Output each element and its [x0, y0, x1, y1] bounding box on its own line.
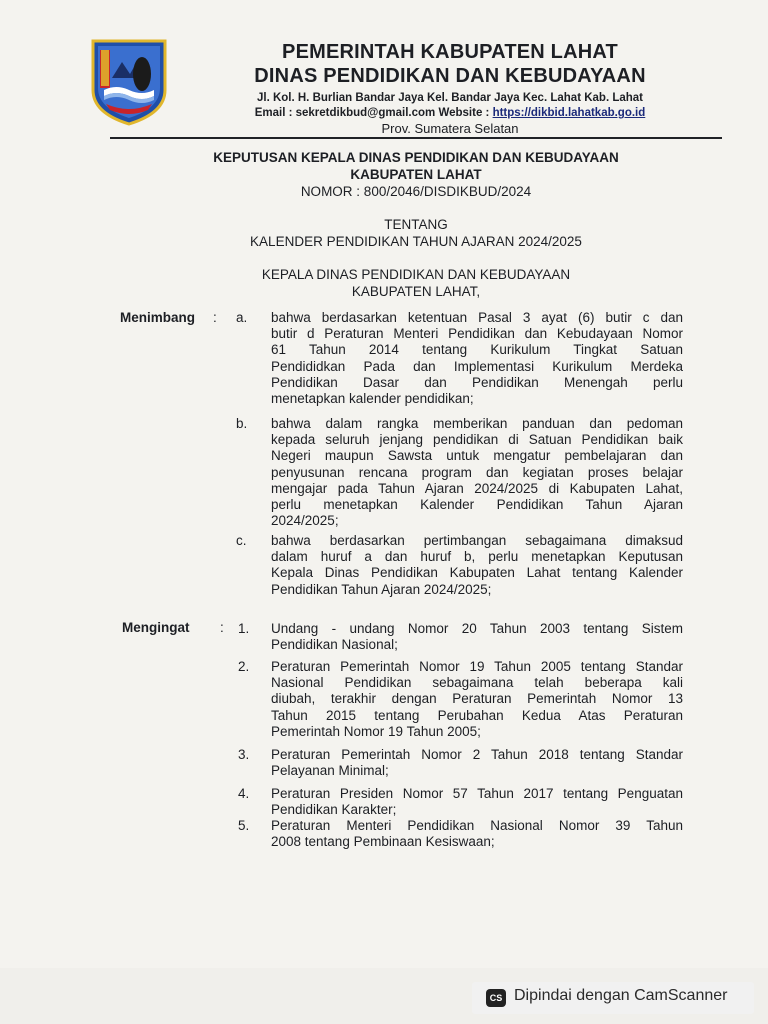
menimbang-c-line: Pendidikan Tahun Ajaran 2024/2025; — [271, 581, 492, 597]
decree-title-line1: KEPUTUSAN KEPALA DINAS PENDIDIKAN DAN KEBUDAYAAN — [213, 150, 619, 165]
mengingat-5-line: 2008 tentang Pembinaan Kesiswaan; — [271, 834, 495, 850]
mengingat-item-1 — [271, 621, 683, 653]
mengingat-2-line: Tahun 2015 tentang Perubahan Kedua Atas Peraturan — [271, 707, 683, 723]
tentang-heading: TENTANG — [384, 217, 448, 232]
mengingat-3-line: Pelayanan Minimal; — [271, 763, 389, 779]
menimbang-a-line: 61 Tahun 2014 tentang Kurikulum Tingkat Satuan — [271, 342, 683, 358]
menimbang-a-line: Pendididkan Pada dan Implementasi Kurikulum Merdeka — [271, 358, 683, 374]
letterhead-divider — [110, 137, 722, 139]
menimbang-item-c — [271, 533, 683, 598]
menimbang-b-line: kepada seluruh jenjang pendidikan di Satuan Pendidikan baik — [271, 432, 683, 448]
menimbang-item-a — [271, 310, 683, 407]
menimbang-b-line: mengajar pada Tahun Ajaran 2024/2025 di Kabupaten Lahat, — [271, 480, 683, 496]
mengingat-item-2 — [271, 659, 683, 740]
menimbang-a-line: butir d Peraturan Menteri Pendidikan dan Kebudayaan Nomor — [271, 326, 683, 342]
mengingat-item-3 — [271, 747, 683, 779]
decree-title-line2: KABUPATEN LAHAT — [350, 167, 482, 182]
menimbang-b-line: bahwa dalam rangka memberikan panduan dan pedoman — [271, 416, 683, 431]
mengingat-item-4 — [271, 786, 683, 818]
mengingat-1-line: Pendidikan Nasional; — [271, 637, 398, 653]
agency-address: Jl. Kol. H. Burlian Bandar Jaya Kel. Bandar Jaya Kec. Lahat Kab. Lahat — [256, 92, 643, 104]
agency-contact — [180, 106, 720, 121]
menimbang-c-line: Kepala Dinas Pendidikan Kabupaten Lahat tentang Kalender — [271, 565, 683, 581]
mengingat-4-line: Pendidikan Karakter; — [271, 802, 397, 818]
mengingat-marker-4: 4. — [238, 786, 250, 801]
mengingat-2-line: diubah, terakhir dengan Peraturan Pemerintah Nomor 13 — [271, 691, 683, 707]
mengingat-marker-2: 2. — [238, 659, 250, 674]
agency-name: DINAS PENDIDIKAN DAN KEBUDAYAAN — [254, 65, 646, 87]
decree-subject: KALENDER PENDIDIKAN TAHUN AJARAN 2024/2025 — [250, 234, 582, 249]
menimbang-a-line: bahwa berdasarkan ketentuan Pasal 3 ayat (6) butir c dan — [271, 310, 683, 325]
mengingat-label: Mengingat — [122, 620, 190, 635]
mengingat-1-line: Undang - undang Nomor 20 Tahun 2003 tentang Sistem — [271, 621, 683, 636]
mengingat-marker-5: 5. — [238, 818, 250, 833]
menimbang-a-line: Pendidikan Dasar dan Pendidikan Menengah perlu — [271, 374, 683, 390]
menimbang-b-line: penyusunan rencana program dan kegiatan proses belajar — [271, 464, 683, 480]
menimbang-b-line: perlu menetapkan Kalender Pendidikan Tahun Ajaran — [271, 497, 683, 513]
issuer-line2: KABUPATEN LAHAT, — [351, 284, 481, 299]
letterhead — [180, 40, 720, 137]
menimbang-marker-b: b. — [236, 416, 248, 431]
menimbang-a-line: menetapkan kalender pendidikan; — [271, 391, 474, 407]
mengingat-2-line: Nasional Pendidikan sebagaimana telah beberapa kali — [271, 675, 683, 691]
mengingat-marker-1: 1. — [238, 621, 250, 636]
mengingat-colon: : — [220, 620, 224, 635]
website-link[interactable]: https://dikbid.lahatkab.go.id — [492, 107, 646, 119]
menimbang-label: Menimbang — [120, 310, 196, 325]
decree-number: NOMOR : 800/2046/DISDIKBUD/2024 — [300, 184, 532, 199]
mengingat-5-line: Peraturan Menteri Pendidikan Nasional Nomor 39 Tahun — [271, 818, 683, 833]
camscanner-logo-icon: CS — [486, 989, 506, 1007]
agency-province: Prov. Sumatera Selatan — [381, 121, 519, 136]
mengingat-2-line: Pemerintah Nomor 19 Tahun 2005; — [271, 723, 481, 739]
mengingat-marker-3: 3. — [238, 747, 250, 762]
contact-email: Email : sekretdikbud@gmail.com Website : — [254, 107, 493, 119]
menimbang-c-line: bahwa berdasarkan pertimbangan sebagaimana dimaksud — [271, 533, 683, 548]
mengingat-3-line: Peraturan Pemerintah Nomor 2 Tahun 2018 tentang Standar — [271, 747, 683, 762]
issuer-line1: KEPALA DINAS PENDIDIKAN DAN KEBUDAYAAN — [261, 267, 571, 282]
mengingat-4-line: Peraturan Presiden Nomor 57 Tahun 2017 tentang Penguatan — [271, 786, 683, 801]
government-name: PEMERINTAH KABUPATEN LAHAT — [282, 41, 618, 63]
menimbang-item-b — [271, 416, 683, 529]
menimbang-colon: : — [213, 310, 217, 325]
camscanner-watermark-text: Dipindai dengan CamScanner — [514, 987, 728, 1004]
mengingat-item-5 — [271, 818, 683, 850]
menimbang-b-line: 2024/2025; — [271, 513, 339, 529]
menimbang-b-line: Negeri maupun Sawsta untuk mengatur pembelajaran dan — [271, 448, 683, 464]
menimbang-marker-c: c. — [236, 533, 247, 548]
mengingat-2-line: Peraturan Pemerintah Nomor 19 Tahun 2005 tentang Standar — [271, 659, 683, 674]
menimbang-c-line: dalam huruf a dan huruf b, perlu menetapkan Keputusan — [271, 549, 683, 565]
menimbang-marker-a: a. — [236, 310, 248, 325]
lahat-regency-emblem-icon — [90, 38, 168, 126]
